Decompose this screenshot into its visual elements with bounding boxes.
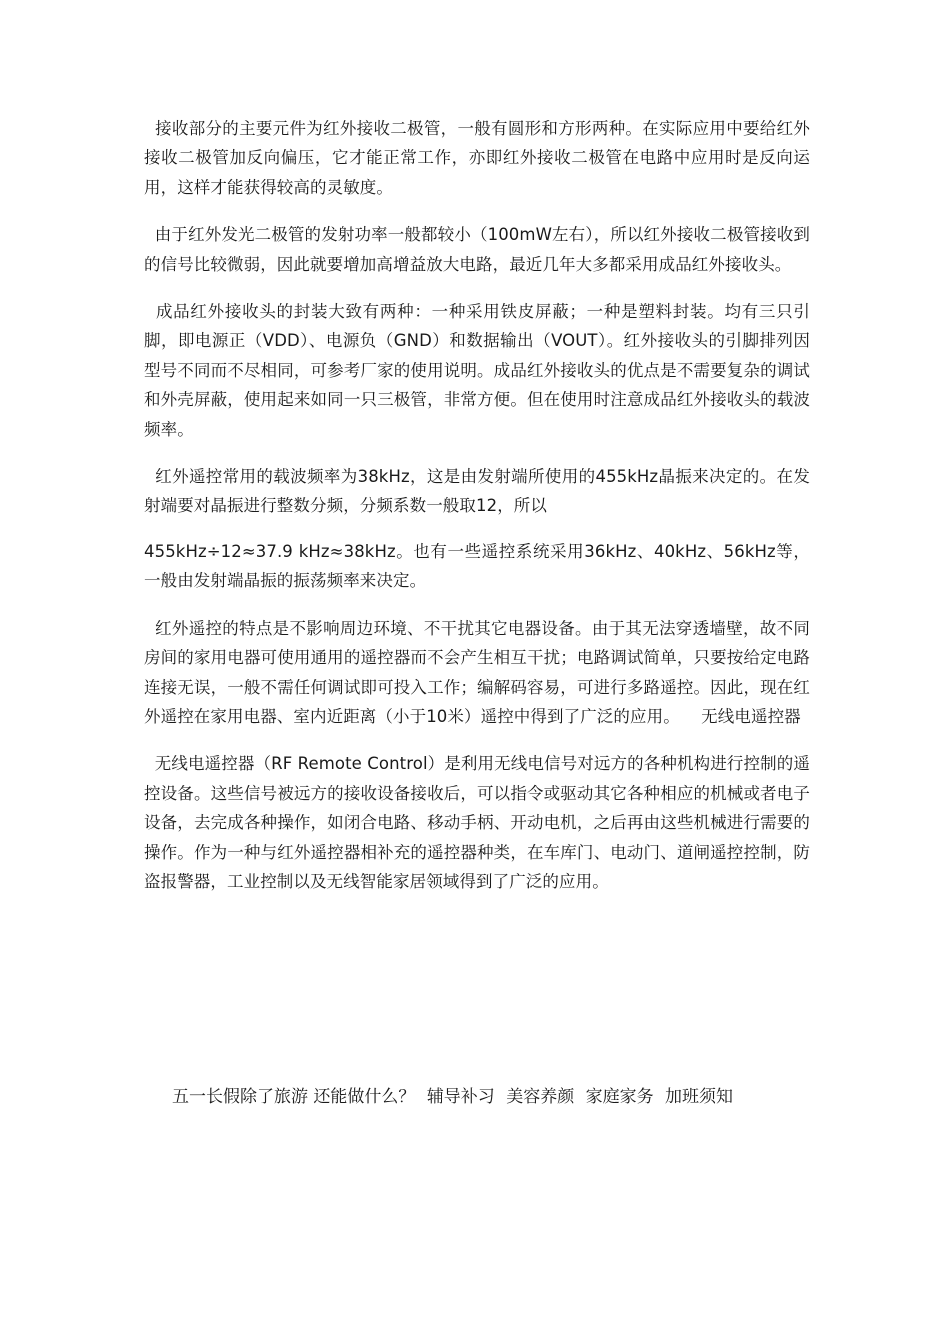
footer-link-holiday[interactable]: 五一长假除了旅游 还能做什么？ xyxy=(172,1087,416,1107)
paragraph-rf-remote-control: 无线电遥控器（RF Remote Control）是利用无线电信号对远方的各种机构进行控制的遥控设备。这些信号被远方的接收设备接收后，可以指令或驱动其它各种相应的机械或者电子设备，去完成各种操作，如闭合电路、移动手柄、开动电机，之后再由这些机械进行需要的操作。作为一种与红外遥控器相补充的遥控器种类，在车库门、电动门、道闸遥控控制，防盗报警器，工业控制以及无线智能家居领域得到了广泛的应用。 xyxy=(144,754,810,891)
footer-link-housework[interactable]: 家庭家务 xyxy=(585,1087,654,1107)
footer-links xyxy=(172,1083,739,1111)
footer-link-overtime[interactable]: 加班须知 xyxy=(665,1087,734,1107)
paragraph-carrier-frequency: 红外遥控常用的载波频率为38kHz，这是由发射端所使用的455kHz晶振来决定的。在发射端要对晶振进行整数分频，分频系数一般取12，所以 xyxy=(144,467,810,516)
footer-link-tutoring[interactable]: 辅导补习 xyxy=(426,1087,495,1107)
footer-link-beauty[interactable]: 美容养颜 xyxy=(506,1087,575,1107)
paragraph-ir-receiver-diode: 接收部分的主要元件为红外接收二极管，一般有圆形和方形两种。在实际应用中要给红外接收二极管加反向偏压，它才能正常工作，亦即红外接收二极管在电路中应用时是反向运用，这样才能获得较高的灵敏度。 xyxy=(144,119,810,197)
paragraph-ir-receiver-amplifier: 由于红外发光二极管的发射功率一般都较小（100mW左右），所以红外接收二极管接收到的信号比较微弱，因此就要增加高增益放大电路，最近几年大多都采用成品红外接收头。 xyxy=(144,225,810,274)
paragraph-ir-remote-features: 红外遥控的特点是不影响周边环境、不干扰其它电器设备。由于其无法穿透墙壁，故不同房间的家用电器可使用通用的遥控器而不会产生相互干扰；电路调试简单，只要按给定电路连接无误，一般不需任何调试即可投入工作；编解码容易，可进行多路遥控。因此，现在红外遥控在家用电器、室内近距离（小于10米）遥控中得到了广泛的应用。 无线电遥控器 xyxy=(144,618,810,726)
paragraph-frequency-calculation: 455kHz÷12≈37.9 kHz≈38kHz。也有一些遥控系统采用36kHz、40kHz、56kHz等，一般由发射端晶振的振荡频率来决定。 xyxy=(144,541,810,591)
paragraph-ir-receiver-package: 成品红外接收头的封装大致有两种：一种采用铁皮屏蔽；一种是塑料封装。均有三只引脚，即电源正（VDD）、电源负（GND）和数据输出（VOUT）。红外接收头的引脚排列因型号不同而不尽相同，可参考厂家的使用说明。成品红外接收头的优点是不需要复杂的调试和外壳屏蔽，使用起来如同一只三极管，非常方便。但在使用时注意成品红外接收头的载波频率。 xyxy=(144,302,810,439)
document-body xyxy=(144,114,810,914)
